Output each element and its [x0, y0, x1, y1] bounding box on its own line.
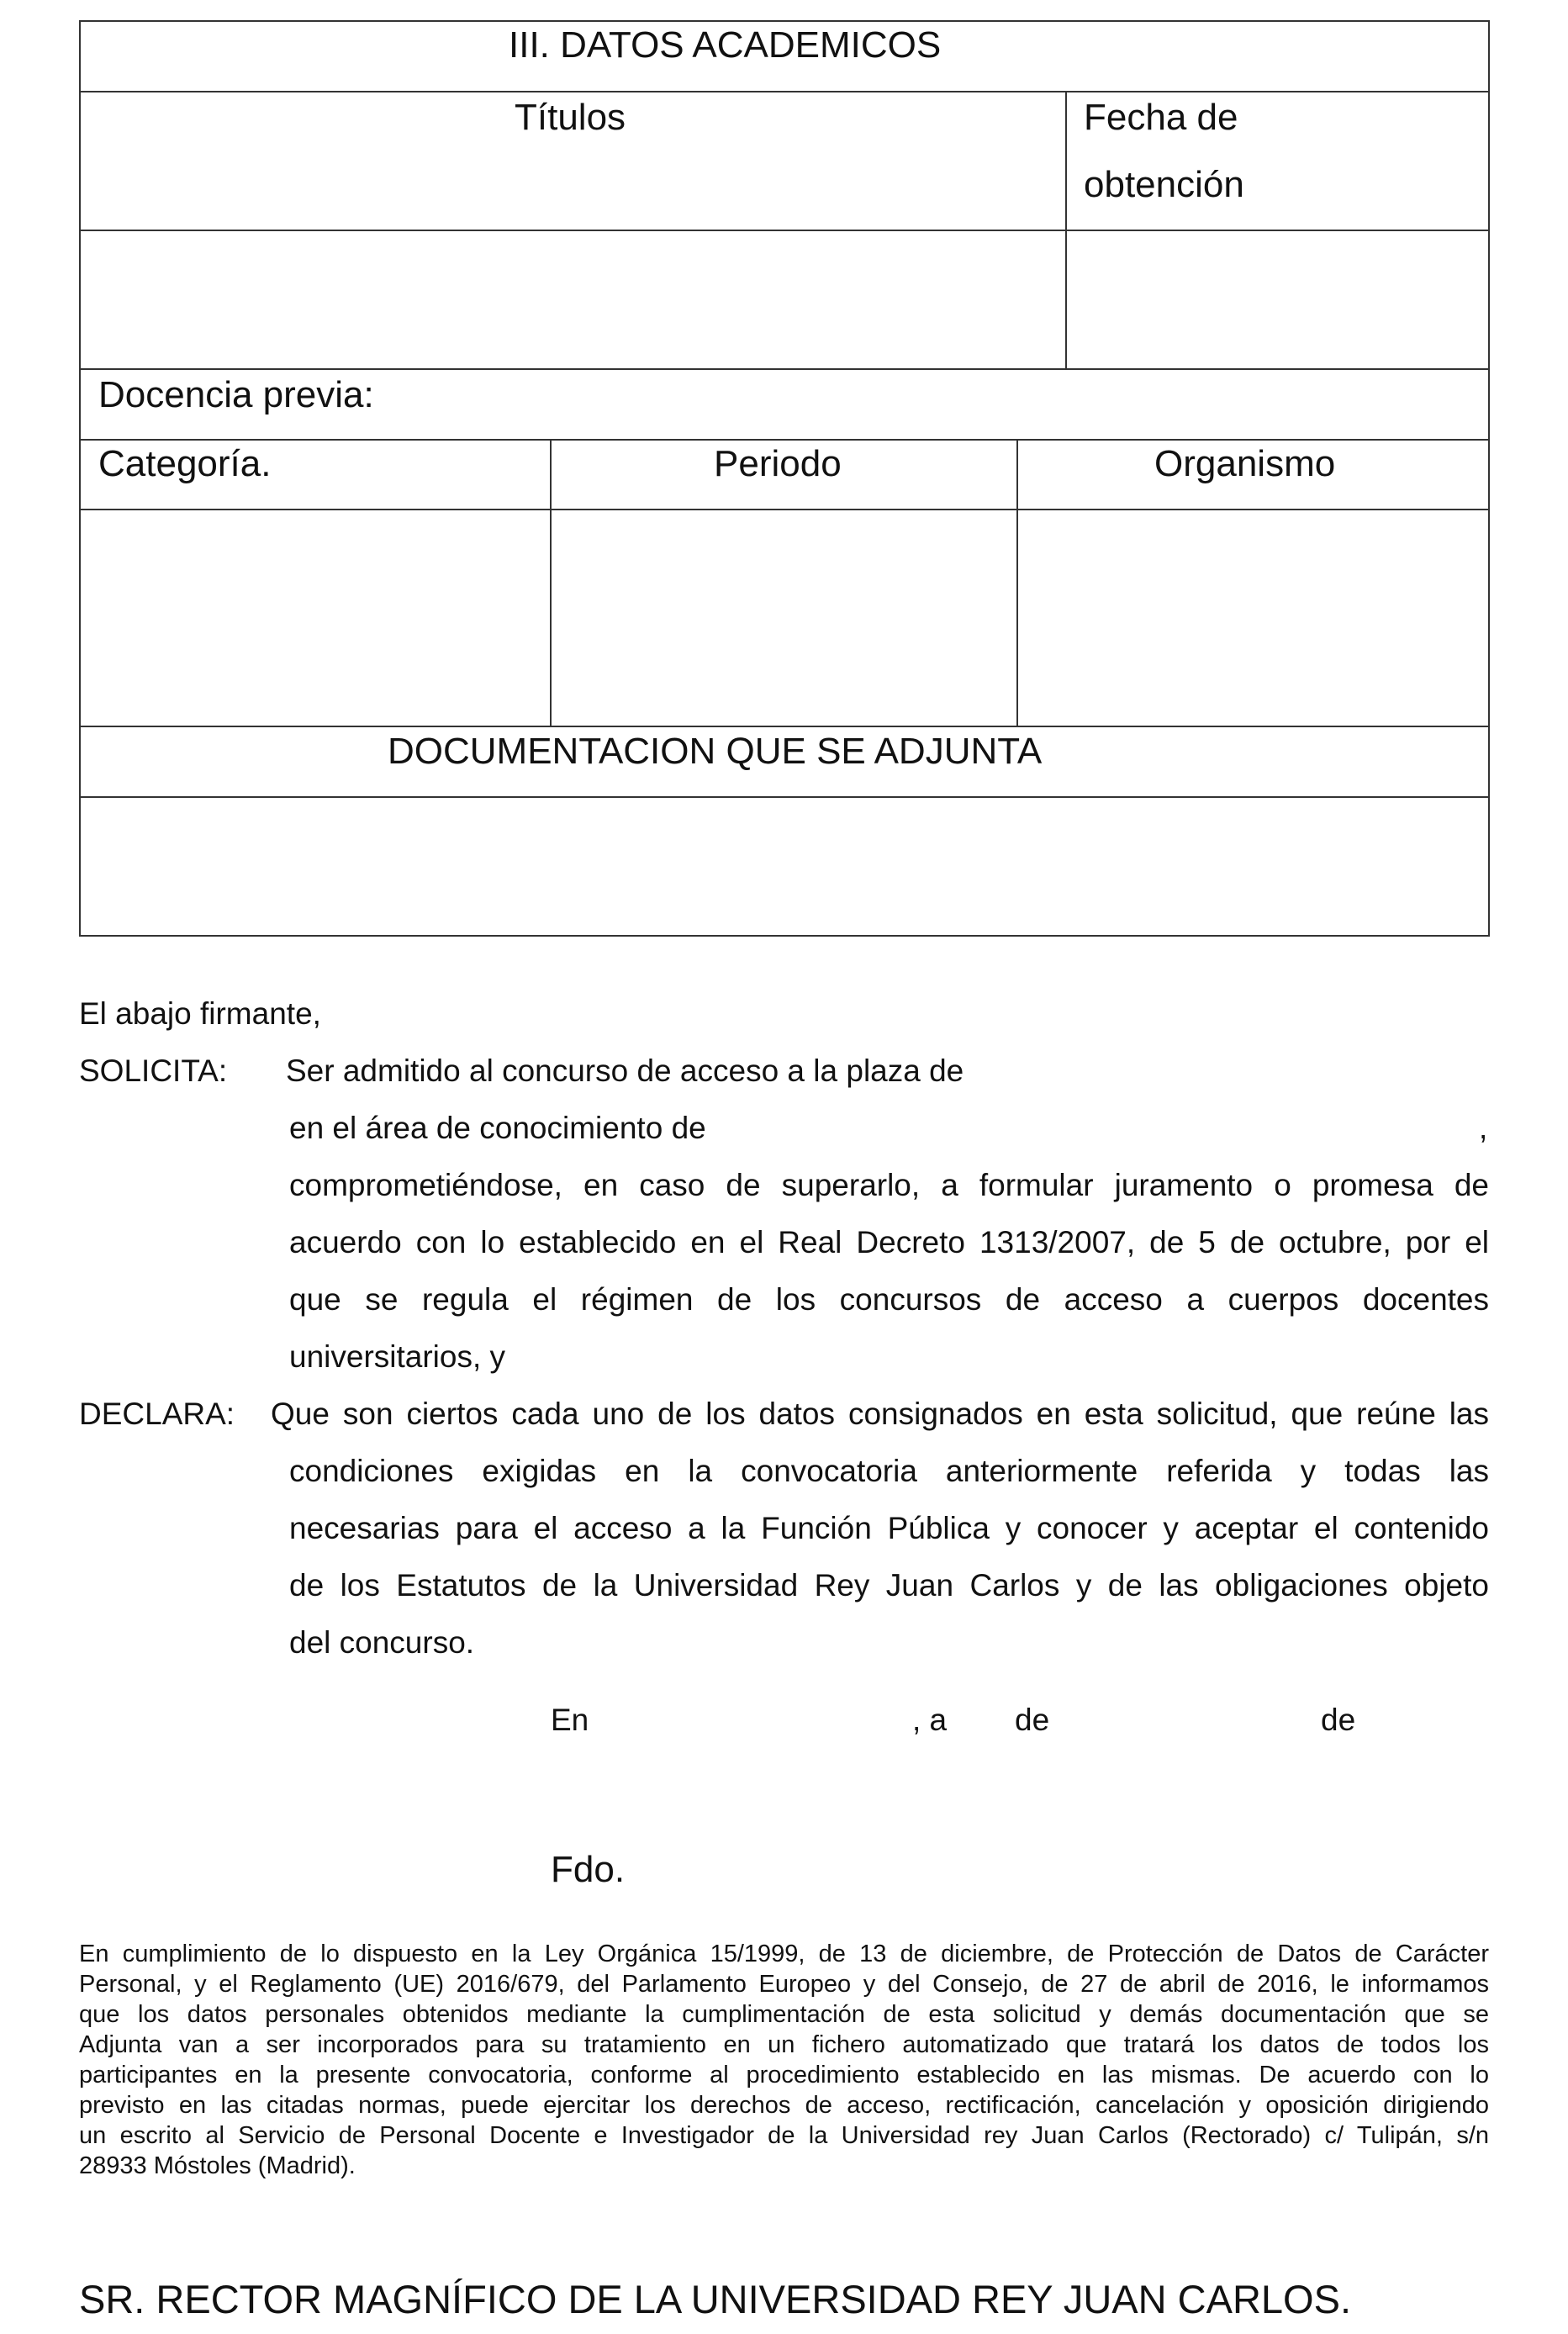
requests-line: acuerdo con lo establecido en el Real Decreto 1313/2007, de 5 de octubre, por el	[289, 1225, 1489, 1259]
privacy-line: Personal, y el Reglamento (UE) 2016/679, del Parlamento Europeo y del Consejo, de 27 de abril de 2016, le informamos	[79, 1971, 1489, 1998]
place-a: , a	[912, 1703, 948, 1737]
date-input-cell[interactable]	[1067, 231, 1488, 368]
header-period: Periodo	[714, 443, 842, 484]
row-divider	[79, 368, 1490, 370]
requests-line: que se regula el régimen de los concursos de acceso a cuerpos docentes	[289, 1282, 1489, 1317]
addressee-title: SR. RECTOR MAGNÍFICO DE LA UNIVERSIDAD REY JUAN CARLOS.	[79, 2277, 1351, 2321]
requests-line: en el área de conocimiento de	[289, 1111, 706, 1145]
section-title: III. DATOS ACADEMICOS	[509, 24, 942, 66]
row-divider	[79, 91, 1490, 92]
header-category: Categoría.	[98, 443, 272, 484]
privacy-line: participantes en la presente convocatoria, conforme al procedimiento establecido en las mismas. De acuerdo con lo	[79, 2062, 1489, 2088]
titles-input-cell[interactable]	[81, 231, 1065, 368]
table-border-top	[79, 20, 1490, 22]
prior-teaching-label: Docencia previa:	[98, 374, 374, 415]
privacy-line: 28933 Móstoles (Madrid).	[79, 2152, 356, 2179]
attachments-title: DOCUMENTACION QUE SE ADJUNTA	[388, 731, 1043, 772]
privacy-line: Adjunta van a ser incorporados para su tratamiento en un fichero automatizado que tratará los datos de todos los	[79, 2031, 1489, 2058]
attachments-input-cell[interactable]	[81, 798, 1488, 935]
table-border-right	[1488, 20, 1490, 937]
declares-line: del concurso.	[289, 1625, 475, 1660]
category-input-cell[interactable]	[81, 510, 550, 726]
declares-line: condiciones exigidas en la convocatoria anteriormente referida y todas las	[289, 1454, 1489, 1488]
privacy-line: un escrito al Servicio de Personal Docente e Investigador de la Universidad rey Juan Carlos (Rectorado) c/ Tulipán, s/n	[79, 2122, 1489, 2149]
requests-comma: ,	[1479, 1111, 1488, 1145]
declares-label: DECLARA:	[79, 1397, 235, 1431]
header-titles: Títulos	[515, 97, 626, 138]
row-divider	[79, 439, 1490, 441]
privacy-line: que los datos personales obtenidos mediante la cumplimentación de esta solicitud y demás documentación que se	[79, 2001, 1489, 2028]
table-border-bottom	[79, 935, 1490, 937]
signature-label: Fdo.	[551, 1849, 626, 1890]
organism-input-cell[interactable]	[1018, 510, 1488, 726]
intro-text: El abajo firmante,	[79, 996, 321, 1031]
declares-line: de los Estatutos de la Universidad Rey Juan Carlos y de las obligaciones objeto	[289, 1568, 1489, 1603]
header-organism: Organismo	[1154, 443, 1336, 484]
privacy-line: En cumplimiento de lo dispuesto en la Ley Orgánica 15/1999, de 13 de diciembre, de Protección de Datos de Carácter	[79, 1941, 1489, 1967]
requests-line: comprometiéndose, en caso de superarlo, a formular juramento o promesa de	[289, 1168, 1489, 1202]
place-de-day: de	[1015, 1703, 1050, 1737]
row-divider	[79, 726, 1490, 727]
period-input-cell[interactable]	[552, 510, 1016, 726]
header-date-line1: Fecha de	[1084, 97, 1238, 138]
place-en: En	[551, 1703, 589, 1737]
requests-line: universitarios, y	[289, 1339, 506, 1374]
requests-line: Ser admitido al concurso de acceso a la plaza de	[286, 1053, 964, 1088]
privacy-line: previsto en las citadas normas, puede ejercitar los derechos de acceso, rectificación, cancelación y oposición dirigiendo	[79, 2092, 1489, 2119]
declares-line: necesarias para el acceso a la Función Pública y conocer y aceptar el contenido	[289, 1511, 1489, 1545]
header-date-line2: obtención	[1084, 164, 1244, 205]
place-de-month: de	[1321, 1703, 1356, 1737]
declares-line: Que son ciertos cada uno de los datos consignados en esta solicitud, que reúne las	[271, 1397, 1489, 1431]
requests-label: SOLICITA:	[79, 1053, 228, 1088]
